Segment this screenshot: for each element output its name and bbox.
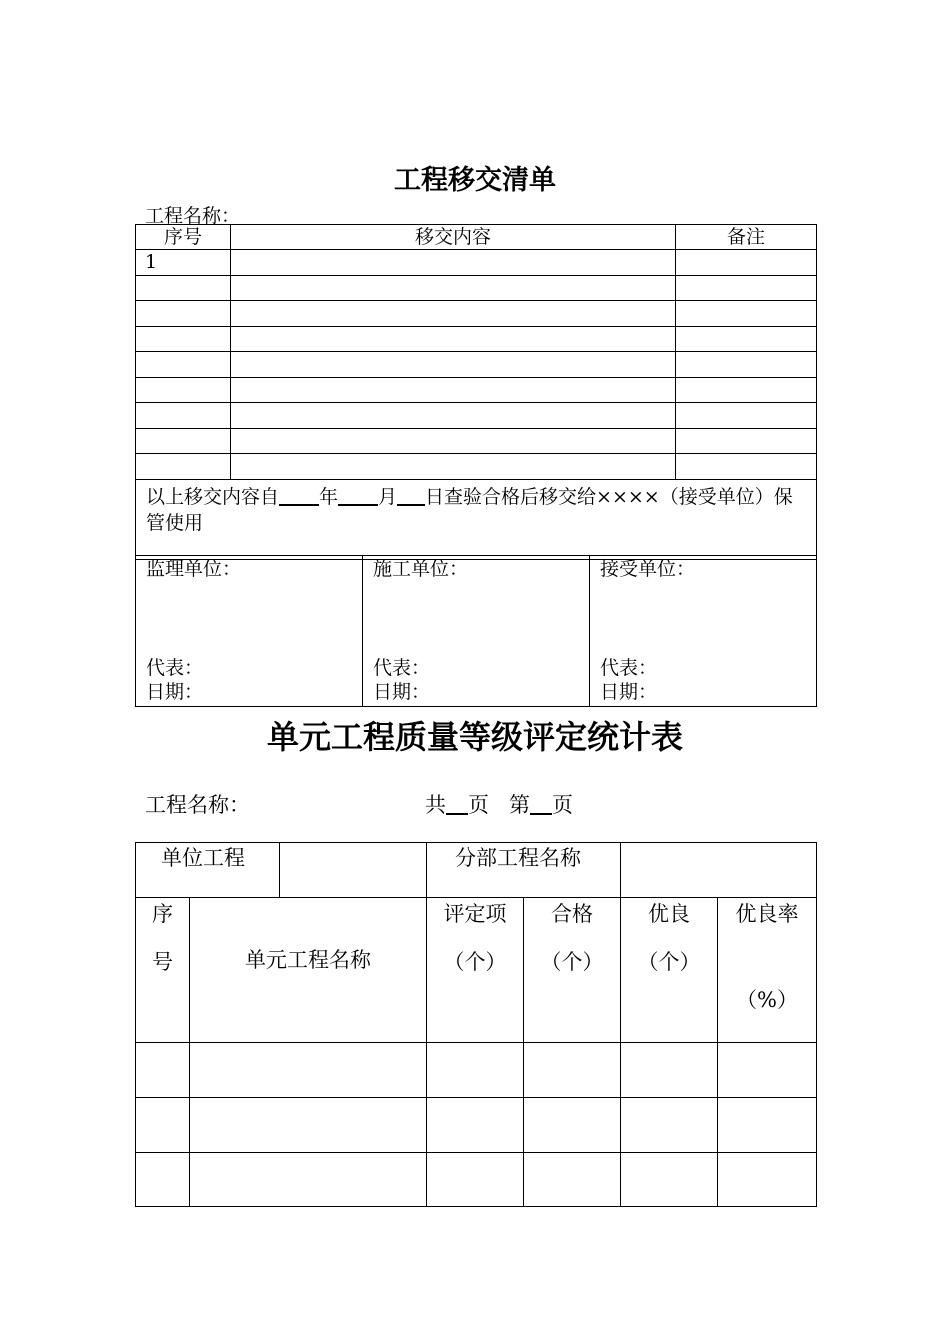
statement-part-3: 月 — [378, 485, 398, 508]
header-unit-name: 单元工程名称 — [190, 898, 427, 1043]
row-seq[interactable] — [136, 454, 231, 480]
quality-stats-title: 单元工程质量等级评定统计表 — [266, 718, 683, 756]
row-qualified[interactable] — [524, 1098, 621, 1153]
transfer-table-header — [136, 225, 817, 250]
row-excellent[interactable] — [621, 1098, 718, 1153]
row-content[interactable] — [231, 403, 676, 429]
row-seq[interactable] — [136, 326, 231, 352]
current-page-post: 页 — [552, 793, 573, 817]
construction-rep-label: 代表： — [373, 657, 431, 679]
table-row — [136, 250, 817, 276]
transfer-table — [135, 224, 817, 560]
day-blank[interactable] — [397, 486, 425, 506]
signature-table — [135, 555, 817, 707]
row-seq[interactable] — [136, 275, 231, 301]
row-excellent[interactable] — [621, 1153, 718, 1207]
row-remark[interactable] — [676, 275, 817, 301]
row-remark[interactable] — [676, 326, 817, 352]
division-name-value[interactable] — [621, 843, 817, 898]
supervision-date-label: 日期： — [146, 681, 204, 703]
transfer-statement — [136, 479, 817, 559]
row-content[interactable] — [231, 301, 676, 327]
total-pages-post: 页 — [468, 793, 489, 817]
table-row — [136, 403, 817, 429]
row-content[interactable] — [231, 377, 676, 403]
table-row — [136, 377, 817, 403]
supervision-unit-cell[interactable] — [136, 556, 363, 707]
total-pages-pre: 共 — [425, 793, 446, 817]
row-rate[interactable] — [718, 1043, 817, 1098]
row-remark[interactable] — [676, 403, 817, 429]
row-evaluated[interactable] — [427, 1043, 524, 1098]
row-remark[interactable] — [676, 250, 817, 276]
table-row — [136, 1043, 817, 1098]
table-row — [136, 352, 817, 378]
unit-project-row — [136, 843, 817, 898]
row-seq[interactable] — [136, 403, 231, 429]
row-content[interactable] — [231, 352, 676, 378]
row-content[interactable] — [231, 250, 676, 276]
quality-stats-table — [135, 842, 817, 1207]
total-pages-blank[interactable] — [446, 793, 468, 815]
receiving-date-label: 日期： — [600, 681, 658, 703]
row-seq[interactable] — [136, 352, 231, 378]
row-remark[interactable] — [676, 352, 817, 378]
statement-part-4: 日查验合格后移交给××××（接受单位）保管使用 — [146, 485, 793, 534]
row-seq[interactable] — [136, 1153, 190, 1207]
row-remark[interactable] — [676, 301, 817, 327]
table-row — [136, 326, 817, 352]
row-qualified[interactable] — [524, 1043, 621, 1098]
table-row — [136, 428, 817, 454]
row-seq[interactable] — [136, 1098, 190, 1153]
row-evaluated[interactable] — [427, 1098, 524, 1153]
current-page-pre: 第 — [509, 793, 530, 817]
table-row — [136, 1098, 817, 1153]
table-row — [136, 275, 817, 301]
row-unit-name[interactable] — [190, 1153, 427, 1207]
construction-unit-label: 施工单位： — [373, 558, 469, 580]
transfer-project-name-label: 工程名称： — [145, 205, 241, 227]
division-name-label: 分部工程名称 — [427, 843, 621, 898]
row-content[interactable] — [231, 326, 676, 352]
row-qualified[interactable] — [524, 1153, 621, 1207]
year-blank[interactable] — [279, 486, 319, 506]
row-unit-name[interactable] — [190, 1098, 427, 1153]
unit-project-label: 单位工程 — [136, 843, 280, 898]
current-page-blank[interactable] — [530, 793, 552, 815]
receiving-unit-cell[interactable] — [590, 556, 817, 707]
header-content: 移交内容 — [231, 225, 676, 250]
table-row — [136, 454, 817, 480]
table-row — [136, 301, 817, 327]
row-unit-name[interactable] — [190, 1043, 427, 1098]
header-seq: 序号 — [136, 225, 231, 250]
row-seq[interactable] — [136, 1043, 190, 1098]
row-remark[interactable] — [676, 428, 817, 454]
row-remark[interactable] — [676, 377, 817, 403]
page-counter — [425, 789, 573, 819]
supervision-rep-label: 代表： — [146, 657, 204, 679]
row-content[interactable] — [231, 275, 676, 301]
row-content[interactable] — [231, 428, 676, 454]
month-blank[interactable] — [338, 486, 378, 506]
row-seq[interactable] — [136, 428, 231, 454]
header-qualified: 合格 （个） — [524, 898, 621, 1043]
statement-part-2: 年 — [319, 485, 339, 508]
construction-unit-cell[interactable] — [363, 556, 590, 707]
row-rate[interactable] — [718, 1153, 817, 1207]
row-evaluated[interactable] — [427, 1153, 524, 1207]
row-excellent[interactable] — [621, 1043, 718, 1098]
header-evaluated: 评定项 （个） — [427, 898, 524, 1043]
transfer-statement-row — [136, 479, 817, 559]
row-rate[interactable] — [718, 1098, 817, 1153]
header-excellent-rate: 优良率 （%） — [718, 898, 817, 1043]
header-remark: 备注 — [676, 225, 817, 250]
table-row — [136, 1153, 817, 1207]
quality-project-name-label: 工程名称： — [145, 793, 250, 817]
header-seq: 序 号 — [136, 898, 190, 1043]
receiving-rep-label: 代表： — [600, 657, 658, 679]
row-remark[interactable] — [676, 454, 817, 480]
transfer-list-title: 工程移交清单 — [394, 165, 556, 196]
statement-part-1: 以上移交内容自 — [146, 485, 280, 508]
row-content[interactable] — [231, 454, 676, 480]
row-seq[interactable] — [136, 301, 231, 327]
quality-header-row — [136, 898, 817, 1043]
receiving-unit-label: 接受单位： — [600, 558, 696, 580]
row-seq: 1 — [136, 250, 231, 276]
supervision-unit-label: 监理单位： — [146, 558, 242, 580]
header-excellent: 优良 （个） — [621, 898, 718, 1043]
construction-date-label: 日期： — [373, 681, 431, 703]
unit-project-value[interactable] — [280, 843, 427, 898]
row-seq[interactable] — [136, 377, 231, 403]
